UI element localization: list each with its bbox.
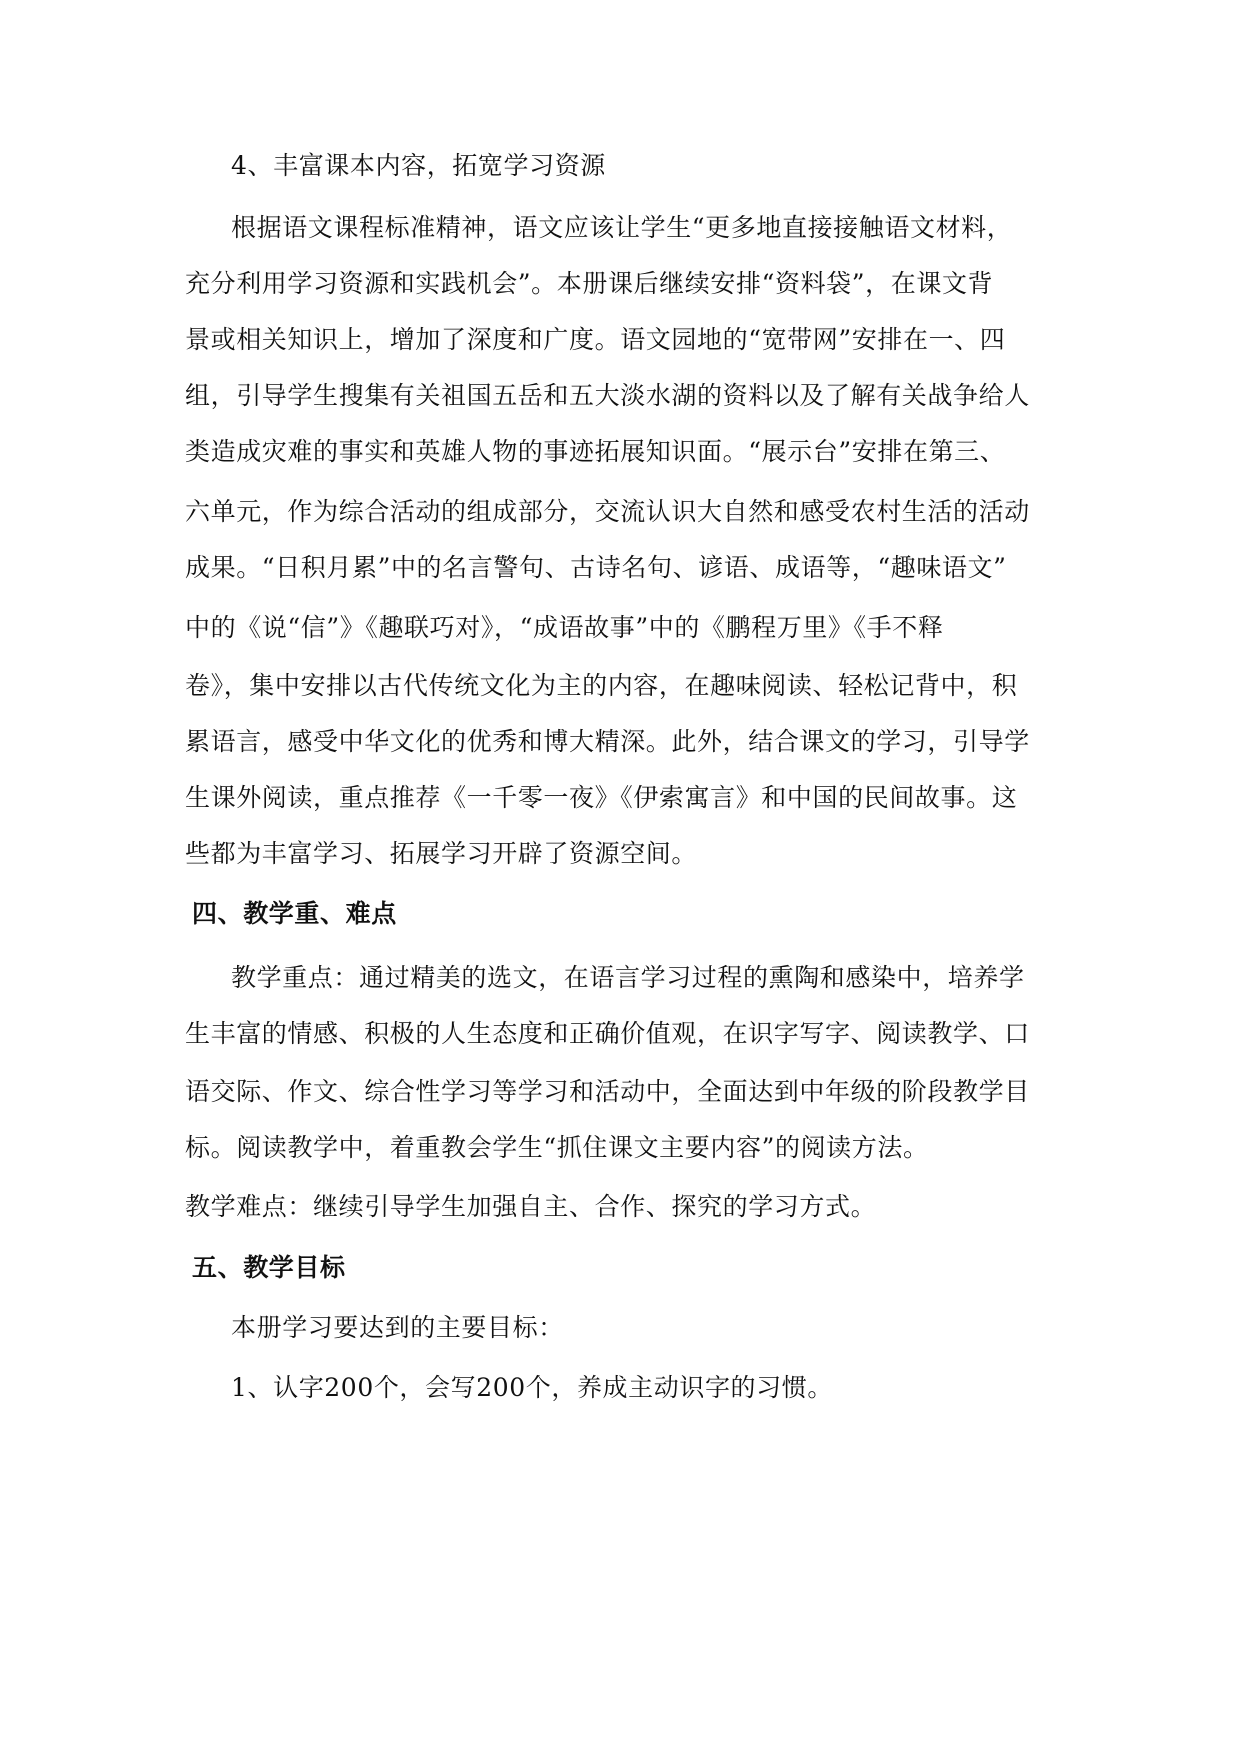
objective-item: 1、认字200个，会写200个，养成主动识字的习惯。 bbox=[231, 1373, 833, 1402]
objectives-intro: 本册学习要达到的主要目标： bbox=[231, 1313, 564, 1342]
paragraph-line: 组，引导学生搜集有关祖国五岳和五大淡水湖的资料以及了解有关战争给人 bbox=[185, 381, 1030, 410]
paragraph-line: 语交际、作文、综合性学习等学习和活动中，全面达到中年级的阶段教学目 bbox=[185, 1077, 1030, 1106]
paragraph-line: 生丰富的情感、积极的人生态度和正确价值观，在识字写字、阅读教学、口 bbox=[185, 1019, 1030, 1048]
paragraph-line: 类造成灾难的事实和英雄人物的事迹拓展知识面。“展示台”安排在第三、 bbox=[185, 437, 1006, 466]
difficulty-line: 教学难点：继续引导学生加强自主、合作、探究的学习方式。 bbox=[185, 1192, 877, 1221]
paragraph-line: 中的《说“信”》《趣联巧对》，“成语故事”中的《鹏程万里》《手不释 bbox=[185, 613, 944, 642]
paragraph-line: 些都为丰富学习、拓展学习开辟了资源空间。 bbox=[185, 839, 698, 868]
paragraph-line: 累语言，感受中华文化的优秀和博大精深。此外，结合课文的学习，引导学 bbox=[185, 727, 1030, 756]
paragraph-line: 生课外阅读，重点推荐《一千零一夜》《伊索寓言》和中国的民间故事。这 bbox=[185, 783, 1018, 812]
paragraph-line: 卷》，集中安排以古代传统文化为主的内容，在趣味阅读、轻松记背中，积 bbox=[185, 671, 1018, 700]
paragraph-line: 教学重点：通过精美的选文，在语言学习过程的熏陶和感染中，培养学 bbox=[231, 963, 1025, 992]
paragraph-line: 景或相关知识上，增加了深度和广度。语文园地的“宽带网”安排在一、四 bbox=[185, 325, 1006, 354]
paragraph-line: 标。阅读教学中，着重教会学生“抓住课文主要内容”的阅读方法。 bbox=[185, 1133, 929, 1162]
paragraph-line: 充分利用学习资源和实践机会”。本册课后继续安排“资料袋”，在课文背 bbox=[185, 269, 994, 298]
paragraph-line: 根据语文课程标准精神，语文应该让学生“更多地直接接触语文材料， bbox=[231, 213, 1013, 242]
paragraph-line: 六单元，作为综合活动的组成部分，交流认识大自然和感受农村生活的活动 bbox=[185, 497, 1030, 526]
subsection-title: 4、丰富课本内容，拓宽学习资源 bbox=[231, 151, 606, 180]
paragraph-line: 成果。“日积月累”中的名言警句、古诗名句、谚语、成语等，“趣味语文” bbox=[185, 553, 1007, 582]
section-heading-4: 四、教学重、难点 bbox=[192, 899, 397, 928]
section-heading-5: 五、教学目标 bbox=[192, 1253, 346, 1282]
